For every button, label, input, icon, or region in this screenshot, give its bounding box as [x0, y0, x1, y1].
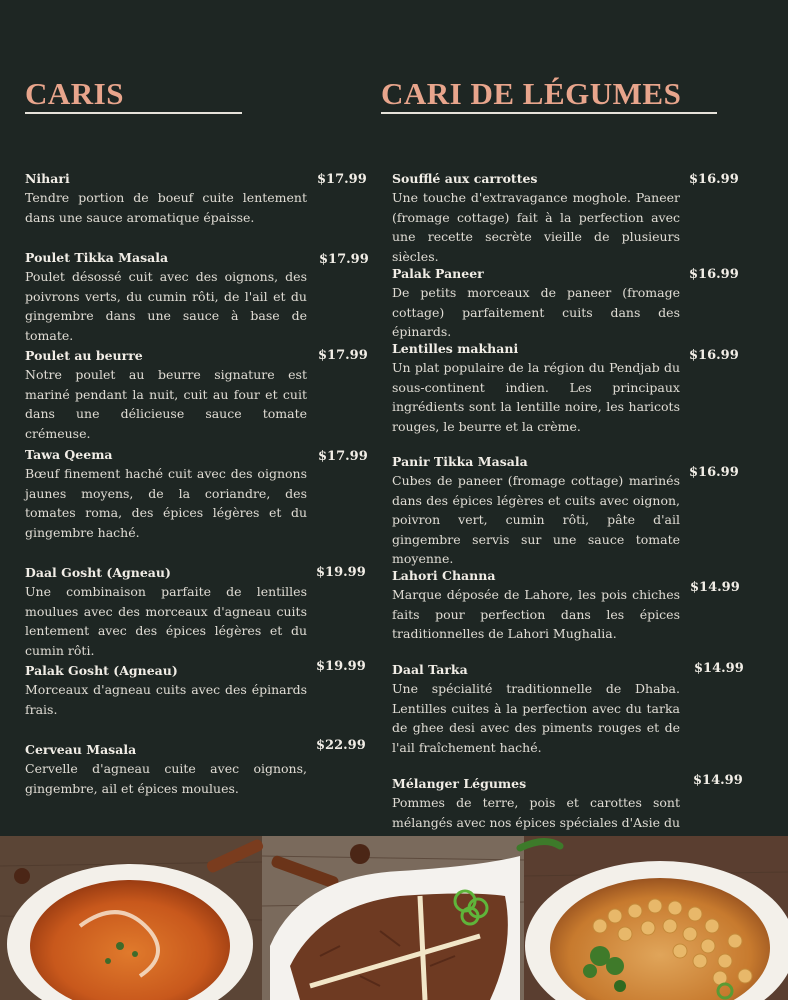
caris-heading: CARIS — [25, 76, 124, 111]
menu-item — [25, 741, 307, 798]
item-description: Poulet désossé cuit avec des oignons, des poivrons verts, du cumin rôti, de l'ail et du gingembre dans une sauce à base de tomate. — [25, 269, 307, 343]
item-price: $14.99 — [690, 580, 740, 595]
menu-item — [25, 564, 307, 660]
item-name: Daal Gosht (Agneau) — [25, 565, 171, 580]
item-name: Daal Tarka — [392, 662, 468, 677]
menu-item — [25, 662, 307, 719]
item-description: Une spécialité traditionnelle de Dhaba. Lentilles cuites à la perfection avec du tarka de ghee desi avec des piments rouges et de l'ail fraîchement haché. — [392, 681, 680, 755]
item-description: Morceaux d'agneau cuits avec des épinards frais. — [25, 682, 307, 717]
menu-item — [25, 347, 307, 443]
item-price: $22.99 — [316, 738, 366, 753]
caris-underline — [25, 112, 242, 114]
item-price: $16.99 — [689, 172, 739, 187]
item-description: Bœuf finement haché cuit avec des oignons jaunes moyens, de la coriandre, des tomates roma, des épices légères et du gingembre haché. — [25, 466, 307, 540]
item-price: $14.99 — [694, 661, 744, 676]
item-price: $17.99 — [317, 172, 367, 187]
menu-item — [392, 453, 680, 569]
item-name: Panir Tikka Masala — [392, 454, 528, 469]
menu-item — [392, 567, 680, 644]
item-name: Tawa Qeema — [25, 447, 113, 462]
item-price: $17.99 — [318, 449, 368, 464]
chili-slice — [614, 980, 626, 992]
item-price: $19.99 — [316, 659, 366, 674]
menu-item — [25, 170, 307, 227]
item-name: Palak Gosht (Agneau) — [25, 663, 178, 678]
item-name: Lentilles makhani — [392, 341, 519, 356]
item-name: Cerveau Masala — [25, 742, 137, 757]
item-description: Pommes de terre, pois et carottes sont mélangés avec nos épices spéciales d'Asie du — [392, 795, 680, 830]
food-photos-illustration — [0, 836, 788, 1000]
item-description: Cubes de paneer (fromage cottage) marinés dans des épices légères et cuits avec oignon, poivron vert, cumin rôti, pâte d'ail gingembre servis sur une sauce tomate moyenne. — [392, 473, 680, 566]
cari-legumes-heading: CARI DE LÉGUMES — [381, 76, 682, 111]
item-price: $19.99 — [316, 565, 366, 580]
item-name: Lahori Channa — [392, 568, 496, 583]
item-name: Nihari — [25, 171, 70, 186]
item-description: De petits morceaux de paneer (fromage cottage) parfaitement cuits dans des épinards. — [392, 285, 680, 339]
item-price: $16.99 — [689, 267, 739, 282]
item-name: Poulet au beurre — [25, 348, 143, 363]
item-description: Notre poulet au beurre signature est mariné pendant la nuit, cuit au four et cuit dans une délicieuse sauce tomate crémeuse. — [25, 367, 307, 441]
item-name: Poulet Tikka Masala — [25, 250, 169, 265]
item-name: Mélanger Légumes — [392, 776, 527, 791]
item-description: Un plat populaire de la région du Pendjab du sous-continent indien. Les principaux ingrédients sont la lentille noire, les haricots rouges, le beurre et la crème. — [392, 360, 680, 434]
item-price: $17.99 — [318, 348, 368, 363]
item-description: Une combinaison parfaite de lentilles moulues avec des morceaux d'agneau cuits lentement avec des épices légères et du cumin rôti. — [25, 584, 307, 658]
menu-item — [392, 661, 680, 757]
item-name: Palak Paneer — [392, 266, 484, 281]
item-price: $16.99 — [689, 465, 739, 480]
item-price: $17.99 — [319, 252, 369, 267]
menu-item — [392, 340, 680, 436]
item-description: Marque déposée de Lahore, les pois chiches faits pour perfection dans les épices traditionnelles de Lahori Mughalia. — [392, 587, 680, 641]
food-photos — [0, 836, 788, 1000]
menu-item — [392, 265, 680, 342]
cari-legumes-underline — [381, 112, 717, 114]
item-name: Soufflé aux carrottes — [392, 171, 538, 186]
item-price: $14.99 — [693, 773, 743, 788]
menu-item — [392, 170, 680, 266]
menu-item — [25, 249, 307, 345]
item-description: Cervelle d'agneau cuite avec oignons, gingembre, ail et épices moulues. — [25, 761, 307, 796]
menu-item — [25, 446, 307, 542]
item-description: Tendre portion de boeuf cuite lentement dans une sauce aromatique épaisse. — [25, 190, 307, 225]
item-description: Une touche d'extravagance moghole. Paneer (fromage cottage) fait à la perfection avec une recette secrète vieille de plusieurs siècles. — [392, 190, 680, 264]
item-price: $16.99 — [689, 348, 739, 363]
